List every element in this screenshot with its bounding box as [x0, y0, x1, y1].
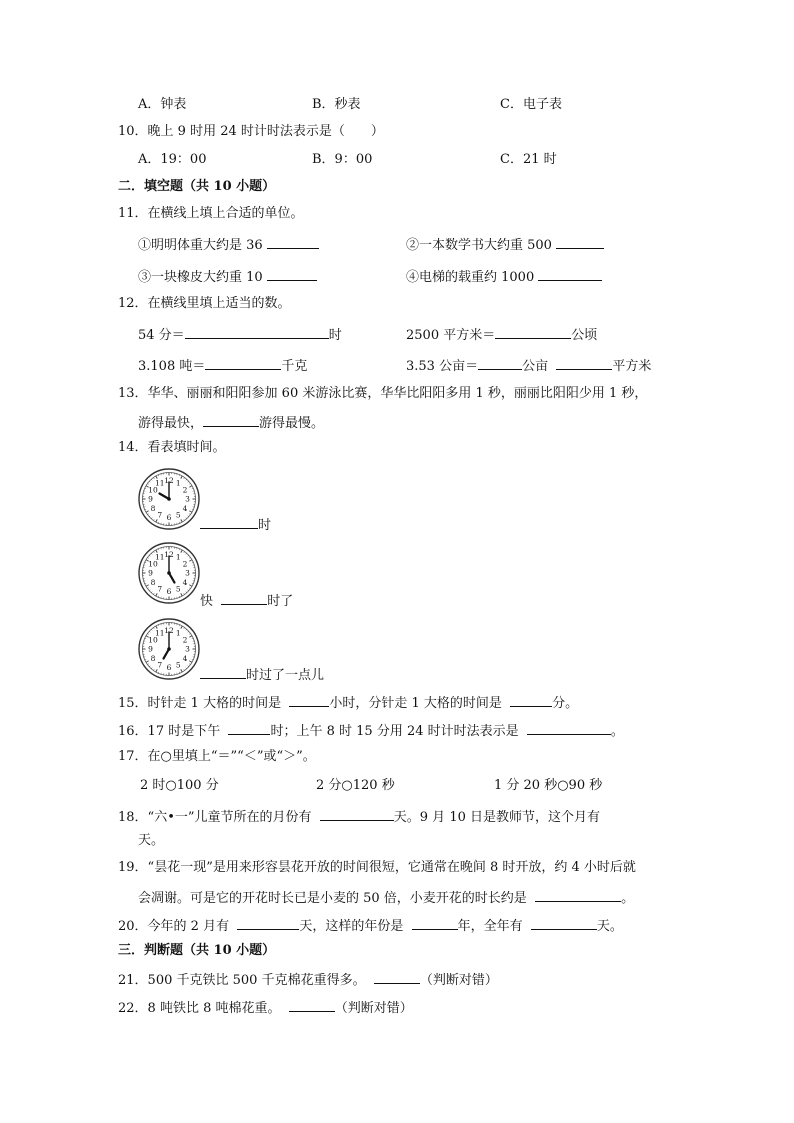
- clock-number: 4: [182, 503, 188, 513]
- q11-item-3: ③一块橡皮大约重 10: [138, 266, 317, 287]
- clock-number: 9: [148, 644, 153, 654]
- q10-stem: 10．晚上 9 时用 24 时计时法表示是（ ）: [118, 124, 384, 139]
- clock-number: 5: [175, 510, 181, 520]
- clock-number: 2: [182, 635, 188, 645]
- clock-face-1: [136, 468, 202, 530]
- clock-number: 12: [164, 476, 174, 486]
- answer-blank[interactable]: [203, 412, 259, 427]
- q17-item-3: 1 分 20 秒○90 秒: [494, 778, 603, 793]
- q16: 16．17 时是下午 时；上午 8 时 15 分用 24 时计时法表示是 。: [118, 720, 624, 741]
- clock-number: 4: [182, 577, 188, 587]
- clock-number: 8: [150, 653, 156, 663]
- q14-answer-1: 时: [200, 514, 271, 535]
- answer-blank[interactable]: [200, 514, 258, 529]
- answer-blank[interactable]: [556, 355, 612, 370]
- answer-blank[interactable]: [289, 997, 335, 1012]
- q19-line-2: 会凋谢。可是它的开花时长已是小麦的 50 倍，小麦开花的时长约是 。: [138, 887, 634, 908]
- q11-stem: 11．在横线上填上合适的单位。: [118, 206, 304, 221]
- clock-number: 3: [185, 568, 190, 578]
- clock-number: 1: [175, 628, 181, 638]
- answer-blank[interactable]: [538, 266, 602, 281]
- answer-blank[interactable]: [267, 234, 319, 249]
- q19-line-1: 19．“昙花一现”是用来形容昙花开放的时间很短，它通常在晚间 8 时开放，约 4 小时后就: [118, 860, 636, 875]
- clock-number: 6: [166, 513, 172, 523]
- q12-item-1: 54 分＝ 时: [138, 324, 342, 345]
- clock-number: 10: [148, 635, 158, 645]
- q11-item-4: ④电梯的载重约 1000: [406, 266, 602, 287]
- clock-number: 1: [175, 478, 181, 488]
- clock-face-3: [136, 618, 202, 680]
- q9-option-a: A．钟表: [138, 97, 187, 112]
- clock-center-pin: [167, 571, 171, 575]
- q15: 15．时针走 1 大格的时间是 小时，分针走 1 大格的时间是 分。: [118, 692, 578, 713]
- answer-blank[interactable]: [412, 915, 458, 930]
- q14-stem: 14．看表填时间。: [118, 440, 226, 455]
- q12-stem: 12．在横线里填上适当的数。: [118, 296, 291, 311]
- q18-line-2: 天。: [138, 833, 165, 848]
- answer-blank[interactable]: [221, 590, 267, 605]
- q20: 20．今年的 2 月有 天，这样的年份是 年，全年有 天。: [118, 915, 623, 936]
- q10-option-a: A．19：00: [138, 152, 207, 167]
- answer-blank[interactable]: [185, 324, 329, 339]
- q9-option-c: C．电子表: [500, 97, 562, 112]
- answer-blank[interactable]: [237, 915, 299, 930]
- clock-number: 7: [157, 584, 163, 594]
- clock-number: 10: [148, 485, 158, 495]
- clock-number: 9: [148, 494, 153, 504]
- answer-blank[interactable]: [495, 324, 571, 339]
- section-2-heading: 二．填空题（共 10 小题）: [118, 179, 276, 194]
- q17-stem: 17．在○里填上“＝”“＜”或“＞”。: [118, 749, 316, 764]
- q12-item-3: 3.108 吨＝ 千克: [138, 355, 307, 376]
- q13-line-2: 游得最快， 游得最慢。: [138, 412, 324, 433]
- clock-number: 7: [157, 510, 163, 520]
- q9-option-b: B．秒表: [312, 97, 361, 112]
- clock-number: 2: [182, 559, 188, 569]
- q22: 22．8 吨铁比 8 吨棉花重。 （判断对错）: [118, 997, 413, 1018]
- answer-blank[interactable]: [320, 806, 394, 821]
- answer-blank[interactable]: [556, 234, 604, 249]
- answer-blank[interactable]: [478, 355, 522, 370]
- clock-number: 6: [166, 587, 172, 597]
- section-3-heading: 三．判断题（共 10 小题）: [118, 943, 276, 958]
- answer-blank[interactable]: [267, 266, 317, 281]
- clock-number: 12: [164, 626, 174, 636]
- q10-option-b: B．9：00: [312, 152, 373, 167]
- clock-number: 5: [175, 660, 181, 670]
- q11-item-1: ①明明体重大约是 36: [138, 234, 319, 255]
- clock-number: 10: [148, 559, 158, 569]
- q17-item-2: 2 分○120 秒: [316, 778, 395, 793]
- q17-item-1: 2 时○100 分: [140, 778, 219, 793]
- q14-answer-2: 快 时了: [200, 590, 293, 611]
- answer-blank[interactable]: [200, 664, 246, 679]
- q12-item-2: 2500 平方米＝ 公顷: [406, 324, 597, 345]
- q21: 21．500 千克铁比 500 千克棉花重得多。 （判断对错）: [118, 969, 498, 990]
- clock-number: 9: [148, 568, 153, 578]
- q18-line-1: 18．“六•一”儿童节所在的月份有 天。9 月 10 日是教师节，这个月有: [118, 806, 600, 827]
- clock-center-pin: [167, 497, 171, 501]
- clock-number: 3: [185, 644, 190, 654]
- clock-number: 11: [154, 552, 165, 562]
- clock-face-2: [136, 542, 202, 604]
- clock-center-pin: [167, 647, 171, 651]
- answer-blank[interactable]: [289, 692, 329, 707]
- clock-number: 5: [175, 584, 181, 594]
- answer-blank[interactable]: [228, 720, 270, 735]
- answer-blank[interactable]: [535, 887, 621, 902]
- clock-number: 11: [154, 628, 165, 638]
- q10-option-c: C．21 时: [500, 152, 557, 167]
- clock-number: 1: [175, 552, 181, 562]
- answer-blank[interactable]: [531, 915, 597, 930]
- clock-number: 8: [150, 503, 156, 513]
- answer-blank[interactable]: [205, 355, 281, 370]
- q14-answer-3: 时过了一点儿: [200, 664, 324, 685]
- q12-item-4: 3.53 公亩＝ 公亩 平方米: [406, 355, 651, 376]
- clock-number: 12: [164, 550, 174, 560]
- clock-number: 4: [182, 653, 188, 663]
- clock-number: 2: [182, 485, 188, 495]
- q11-item-2: ②一本数学书大约重 500: [406, 234, 604, 255]
- clock-number: 11: [154, 478, 165, 488]
- answer-blank[interactable]: [374, 969, 420, 984]
- clock-number: 7: [157, 660, 163, 670]
- clock-number: 6: [166, 663, 172, 673]
- answer-blank[interactable]: [510, 692, 552, 707]
- q13-line-1: 13．华华、丽丽和阳阳参加 60 米游泳比赛，华华比阳阳多用 1 秒，丽丽比阳阳少用 1 秒，: [118, 386, 648, 401]
- clock-number: 8: [150, 577, 156, 587]
- answer-blank[interactable]: [527, 720, 611, 735]
- clock-number: 3: [185, 494, 190, 504]
